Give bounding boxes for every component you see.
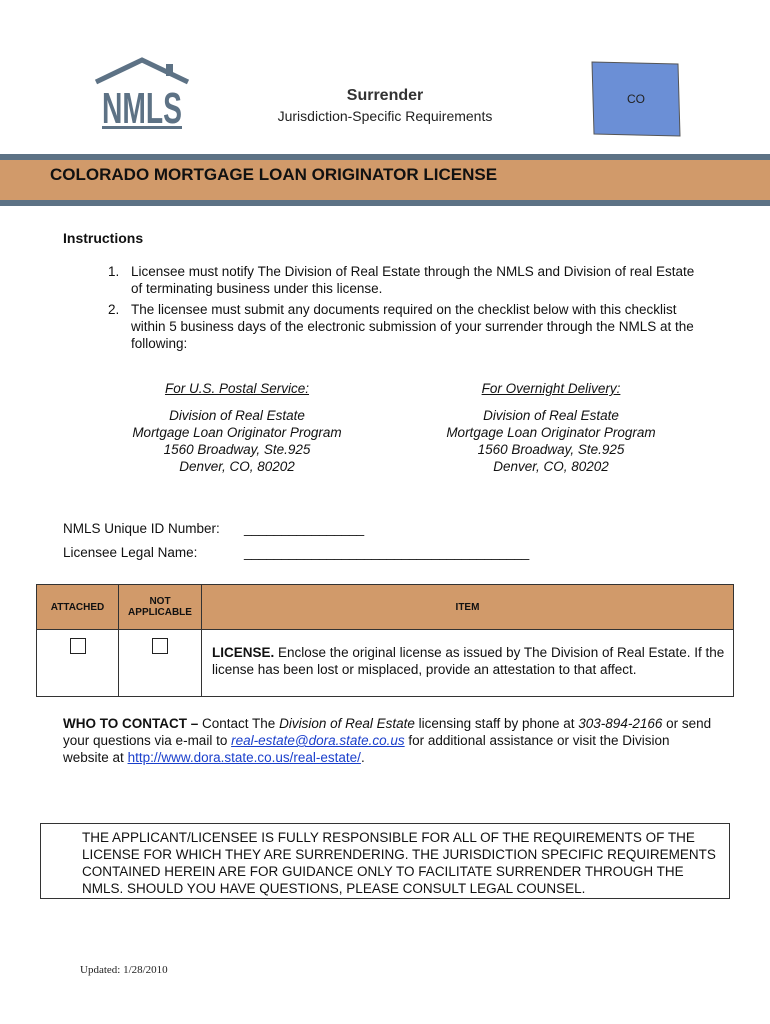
instructions-list [108,263,698,356]
item-description: Enclose the original license as issued by The Division of Real Estate. If the license has been lost or misplaced, provide an attestation to that affect. [212,645,725,677]
overnight-heading: For Overnight Delivery: [481,381,621,396]
contact-text: Contact The [202,716,276,731]
table-row [37,630,734,697]
state-code: CO [627,92,645,106]
nmls-id-field[interactable]: ________________ [244,521,365,536]
contact-text: for additional assistance or visit the Division website at [63,733,670,765]
overnight-line: Division of Real Estate [483,408,619,423]
item-title: LICENSE. [212,645,275,660]
checklist-table [36,584,734,697]
disclaimer-text: THE APPLICANT/LICENSEE IS FULLY RESPONSIBLE FOR ALL OF THE REQUIREMENTS OF THE LICENSE FOR WHICH THEY ARE SURRENDERING. THE JURISDICTION SPECIFIC REQUIREMENTS CONTAINED HEREIN ARE FOR GUIDANCE ONLY TO FACILITATE SURRENDER THROUGH THE NMLS. SHOULD YOU HAVE QUESTIONS, PLEASE CONSULT LEGAL COUNSEL. [82,830,716,896]
contact-paragraph [63,715,713,766]
instruction-text: The licensee must submit any documents required on the checklist below with this checklist within 5 business days of the electronic submission of your surrender through the NMLS at the following: [131,302,694,351]
contact-period: . [360,750,365,765]
document-title: Surrender [346,87,424,104]
legal-name-field[interactable]: ______________________________________ [244,545,530,560]
postal-line: Mortgage Loan Originator Program [132,425,342,440]
attached-cell [37,630,119,697]
contact-text: or send your questions via e-mail to [63,716,712,748]
item-cell [202,630,734,697]
contact-agency: Division of Real Estate [279,716,415,731]
document-subtitle: Jurisdiction-Specific Requirements [277,108,493,124]
not-applicable-header-line2: APPLICABLE [128,607,192,618]
license-title: COLORADO MORTGAGE LOAN ORIGINATOR LICENSE [50,165,498,184]
not-applicable-header-line1: NOT [149,596,171,607]
instruction-item [108,263,698,297]
postal-line: Division of Real Estate [169,408,305,423]
email-link[interactable]: real-estate@dora.state.co.us [231,733,405,748]
overnight-line: Mortgage Loan Originator Program [446,425,656,440]
postal-line: Denver, CO, 80202 [179,459,295,474]
checklist-header-row [37,585,734,630]
overnight-line: Denver, CO, 80202 [493,459,609,474]
instructions-heading: Instructions [63,230,144,246]
overnight-line: 1560 Broadway, Ste.925 [477,442,625,457]
instruction-number: 1. [108,264,120,279]
instruction-number: 2. [108,302,120,317]
postal-heading: For U.S. Postal Service: [164,381,310,396]
website-link[interactable]: http://www.dora.state.co.us/real-estate/ [127,750,361,765]
contact-text: licensing staff by phone at [418,716,575,731]
updated-date: Updated: 1/28/2010 [80,964,168,976]
instruction-text: Licensee must notify The Division of Real Estate through the NMLS and Division of real Estate of terminating business under this license. [131,264,695,296]
logo-text: NMLS [102,84,182,133]
not-applicable-cell [119,630,202,697]
overnight-address-block [426,380,676,475]
contact-phone: 303-894-2166 [578,716,663,731]
banner-bottom-band [0,200,770,206]
attached-header: ATTACHED [37,585,119,630]
instruction-item [108,301,698,352]
not-applicable-header [119,585,202,630]
legal-name-label: Licensee Legal Name: [63,545,198,560]
postal-line: 1560 Broadway, Ste.925 [163,442,311,457]
attached-checkbox[interactable] [70,638,86,654]
nmls-id-label: NMLS Unique ID Number: [63,521,220,536]
not-applicable-checkbox[interactable] [152,638,168,654]
item-header: ITEM [202,585,734,630]
postal-address-block [112,380,362,475]
contact-lead: WHO TO CONTACT – [63,716,199,731]
